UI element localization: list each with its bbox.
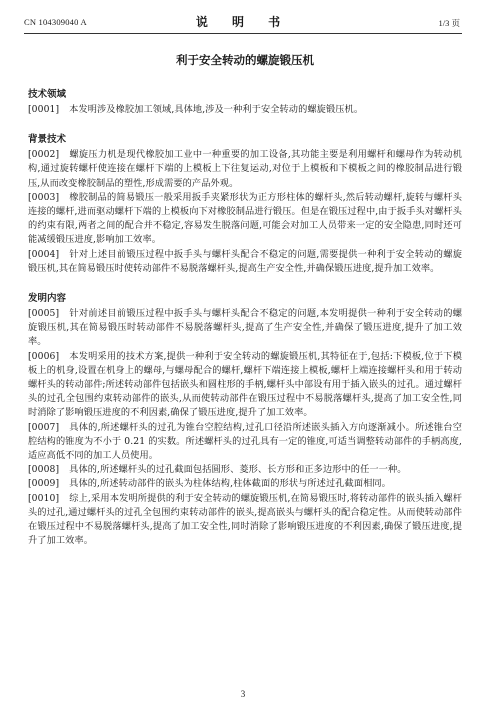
page-number: 3	[240, 689, 246, 699]
paragraph-number: [0009]	[28, 478, 60, 490]
paragraph	[28, 350, 462, 421]
paragraph	[28, 307, 462, 350]
paragraph-text: 橡胶制品的简易锻压一般采用扳手夹紧形状为正方形柱体的螺杆头,然后转动螺杆,旋转与螺杆头连接的螺杆,进而驱动螺杆下端的上模板向下对橡胶制品进行锻压。但是在锻压过程中,由于扳手头对螺杆头的约束有限,两者之间的配合并不稳定,容易发生脱落问题,可能会对加工人员带来一定的安全隐患,同时还可能减缓锻压进度,影响加工效率。	[28, 191, 462, 246]
paragraph-text: 针对上述目前锻压过程中扳手头与螺杆头配合不稳定的问题,需要提供一种利于安全转动的螺旋锻压机,其在简易锻压时使转动部件不易脱落螺杆头,提高生产安全性,并确保锻压进度,提升加工效率。	[28, 248, 462, 274]
section-heading-technical-field: 技术领域	[28, 89, 67, 100]
paragraph-text: 具体的,所述转动部件的嵌头为柱体结构,柱体截面的形状与所述过孔截面相同。	[69, 478, 391, 490]
document-body	[28, 46, 462, 548]
paragraph-text: 螺旋压力机是现代橡胶加工业中一种重要的加工设备,其功能主要是利用螺杆和螺母作为转动机构,通过旋转螺杆使连接在螺杆下端的上模板上下往复运动,对位于上模板和下模板之间的橡胶制品进行锻压,从而改变橡胶制品的塑性,形成需要的产品外观。	[28, 149, 462, 189]
section-heading-summary: 发明内容	[28, 293, 67, 305]
document-type: 说 明 书	[195, 15, 291, 29]
section-heading-background: 背景技术	[28, 134, 67, 146]
paragraph-number: [0003]	[28, 191, 60, 203]
paragraph	[28, 191, 462, 248]
paragraph-text: 针对前述目前锻压过程中扳手头与螺杆头配合不稳定的问题,本发明提供一种利于安全转动的螺旋锻压机,其在简易锻压时转动部件不易脱落螺杆头,提高了生产安全性,并确保了锻压进度,提升了加工效率。	[28, 308, 462, 348]
paragraph-number: [0007]	[28, 421, 60, 433]
paragraph-number: [0005]	[28, 308, 60, 320]
paragraph-number: [0010]	[28, 492, 60, 504]
page-header	[0, 0, 486, 34]
paragraph-text: 本发明采用的技术方案,提供一种利于安全转动的螺旋锻压机,其特征在于,包括:下模板,位于下模板上的机身,设置在机身上的螺母,与螺母配合的螺杆,螺杆下端连接上模板,螺杆上端连接螺杆头和用于转动螺杆头的转动部件;所述转动部件包括嵌头和圆柱形的手柄,螺杆头中部设有用于插入嵌头的过孔。通过螺杆头的过孔全包围约束转动部件的嵌头,从而使转动部件在锻压过程中不易脱落螺杆头,提高了加工安全性,同时消除了影响锻压进度的不利因素,确保了锻压进度,提升了加工效率。	[28, 350, 462, 419]
paragraph	[28, 103, 462, 117]
paragraph-text: 本发明涉及橡胶加工领域,具体地,涉及一种利于安全转动的螺旋锻压机。	[69, 104, 364, 115]
paragraph	[28, 248, 462, 276]
paragraph-number: [0001]	[28, 104, 60, 115]
paragraph	[28, 463, 462, 477]
paragraph	[28, 421, 462, 464]
document-title: 利于安全转动的螺旋锻压机	[176, 53, 314, 67]
header-rule	[24, 33, 462, 34]
paragraph-text: 综上,采用本发明所提供的利于安全转动的螺旋锻压机,在简易锻压时,将转动部件的嵌头插入螺杆头的过孔,通过螺杆头的过孔全包围约束转动部件的嵌头,提高嵌头与螺杆头的配合稳定性。从而使转动部件在锻压过程中不易脱落螺杆头,提高了加工安全性,同时消除了影响锻压进度的不利因素,确保了锻压进度,提升了加工效率。	[28, 492, 462, 547]
page-of-indicator: 1/3 页	[438, 18, 460, 28]
paragraph-number: [0008]	[28, 464, 60, 476]
paragraph	[28, 148, 462, 191]
paragraph-number: [0006]	[28, 350, 60, 362]
paragraph-text: 具体的,所述螺杆头的过孔为锥台空腔结构,过孔口径沿所述嵌头插入方向逐渐减小。所述锥台空腔结构的锥度为不小于 0.21 的实数。所述螺杆头的过孔具有一定的锥度,可适当调整转动部件的手柄高度,适应高低不同的加工人员使用。	[28, 421, 462, 462]
paragraph	[28, 477, 462, 491]
paragraph	[28, 492, 462, 549]
paragraph-number: [0002]	[28, 149, 60, 161]
paragraph-text: 具体的,所述螺杆头的过孔截面包括圆形、菱形、长方形和正多边形中的任一一种。	[69, 464, 407, 476]
paragraph-number: [0004]	[28, 248, 60, 260]
publication-number: CN 104309040 A	[24, 17, 87, 27]
